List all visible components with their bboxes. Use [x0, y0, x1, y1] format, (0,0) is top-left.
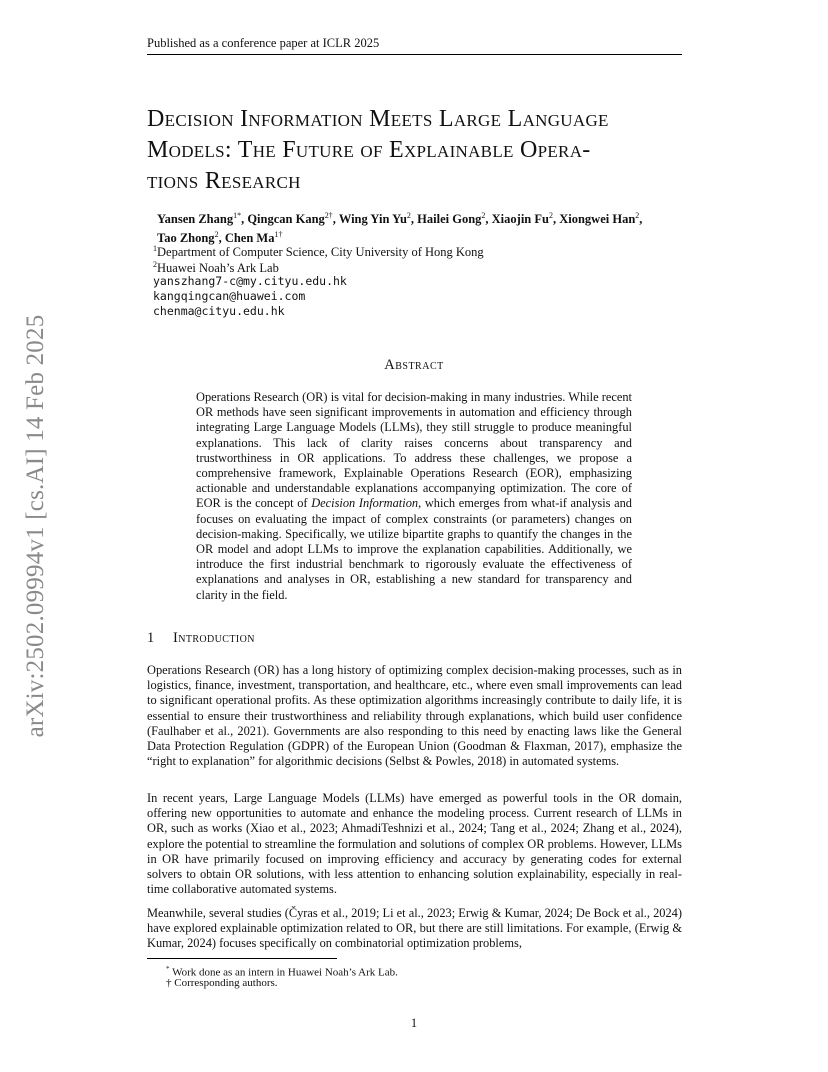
author-name: Yansen Zhang: [157, 212, 234, 227]
author-name: Wing Yin Yu: [338, 212, 407, 227]
body-paragraph: In recent years, Large Language Models (LLMs) have emerged as powerful tools in the OR domain, offering new opportunities to automate and enhance the modeling process. Current research of LLMs in OR, such as works (Xiao et al., 2023; AhmadiTeshnizi et al., 2024; Tang et al., 2024; Zhang et al., 2024), explore the potential to streamline the formulation and solutions of complex OR problems. However, LLMs in OR have primarily focused on improving efficiency and accuracy by generating codes for external solvers to obtain OR solutions, with less attention to enhancing solution explainability, especially in real-time collaborative automated systems.: [147, 791, 682, 897]
affiliation-text: Department of Computer Science, City University of Hong Kong: [157, 245, 484, 260]
footnote-mark: †: [166, 977, 172, 989]
footnote-divider: [147, 958, 337, 959]
footnote: [166, 976, 278, 990]
section-number: 1: [147, 630, 155, 646]
author-name: Xiongwei Han: [559, 212, 636, 227]
abstract-part: Operations Research (OR) is vital for decision-making in many industries. While recent OR methods have seen significant improvements in automation and efficiency through integrating Large Language Models (LLMs), they still struggle to produce meaningful explanations. This lack of clarity raises concerns about transparency and trustworthiness in OR applications. To address these challenges, we propose a comprehensive framework, Explainable Operations Research (EOR), emphasizing actionable and understandable explanations accompanying optimization. The core of EOR is the concept of: [196, 390, 632, 511]
author-mark: 2: [481, 211, 486, 220]
arxiv-identifier: arXiv:2502.09994v1 [cs.AI] 14 Feb 2025: [22, 314, 49, 738]
title-line: Models: The Future of Explainable Opera-: [147, 137, 591, 163]
page-number: 1: [410, 1016, 418, 1030]
author-name: Xiaojin Fu: [491, 212, 549, 227]
abstract-emphasis: Decision Information: [311, 496, 419, 511]
author-name: Tao Zhong: [157, 231, 215, 246]
abstract-part: , which emerges from what-if analysis and focuses on evaluating the impact of complex constraints (or parameters) changes on decision-making. Specifically, we utilize bipartite graphs to quantify the changes in the OR model and adopt LLMs to improve the explanation capabilities. Additionally, we introduce the first industrial benchmark to rigorously evaluate the effectiveness of explanations and analyses in OR, establishing a new standard for transparency and clarity in the field.: [196, 496, 632, 602]
email-address[interactable]: yanszhang7-c@my.cityu.edu.hk: [153, 274, 347, 288]
section-heading: [147, 630, 255, 647]
author-mark: 2: [548, 211, 553, 220]
running-header: Published as a conference paper at ICLR 2025: [147, 36, 682, 55]
author-list: Yansen Zhang$^{1*}$, Qingcan Kang$^{2\dagger}$, Wing Yin Yu$^2$, Hailei Gong$^2$, Xiaojin Fu$^2$, Xiongwei Han$^2$, Tao Zhong$^2$, Chen $Ma^{1\dagger}$: [157, 211, 643, 246]
paper-title: [147, 104, 692, 197]
author-mark: 2†: [324, 211, 333, 220]
body-paragraph: Operations Research (OR) has a long history of optimizing complex decision-making processes, such as in logistics, finance, investment, transportation, and healthcare, etc., where even small improvements can lead to significant operational profits. As these optimization algorithms increasingly contribute to daily life, it is essential to ensure their trustworthiness and reliability through explanations, which build user confidence (Faulhaber et al., 2021). Governments are also responding to this need by enacting laws like the General Data Protection Regulation (GDPR) of the European Union (Goodman & Flaxman, 2017), emphasize the “right to explanation” for algorithmic decisions (Selbst & Powles, 2018) in automated systems.: [147, 663, 682, 769]
footnote-mark: *: [166, 965, 170, 973]
title-line: Decision Information Meets Large Language: [147, 106, 609, 132]
affiliation-mark: 1: [153, 244, 157, 253]
email-address[interactable]: kangqingcan@huawei.com: [153, 289, 306, 303]
email-address[interactable]: chenma@cityu.edu.hk: [153, 304, 285, 318]
title-line: tions Research: [147, 168, 301, 194]
author-name: Qingcan Kang: [247, 212, 325, 227]
author-mark: 2: [214, 230, 219, 240]
affiliation-text: Huawei Noah’s Ark Lab: [157, 261, 279, 276]
author-mark: 2: [406, 211, 411, 220]
body-paragraph: Meanwhile, several studies (Čyras et al., 2019; Li et al., 2023; Erwig & Kumar, 2024; De Bock et al., 2024) have explored explainable optimization related to OR, but there are still limitations. For example, (Erwig & Kumar, 2024) focuses specifically on combinatorial optimization problems,: [147, 906, 682, 951]
abstract-heading: Abstract: [384, 357, 444, 373]
footnote-text: Work done as an intern in Huawei Noah’s Ark Lab.: [172, 966, 398, 979]
author-name: Chen Ma: [224, 231, 275, 246]
footnote-text: Corresponding authors.: [174, 977, 278, 989]
author-name: Hailei Gong: [417, 212, 482, 227]
author-mark: 1*: [233, 211, 242, 220]
section-title: Introduction: [173, 630, 255, 646]
affiliation-mark: 2: [153, 260, 157, 269]
author-mark: 2: [635, 211, 640, 220]
author-mark: 1†: [274, 230, 283, 240]
abstract-text: [196, 390, 632, 603]
